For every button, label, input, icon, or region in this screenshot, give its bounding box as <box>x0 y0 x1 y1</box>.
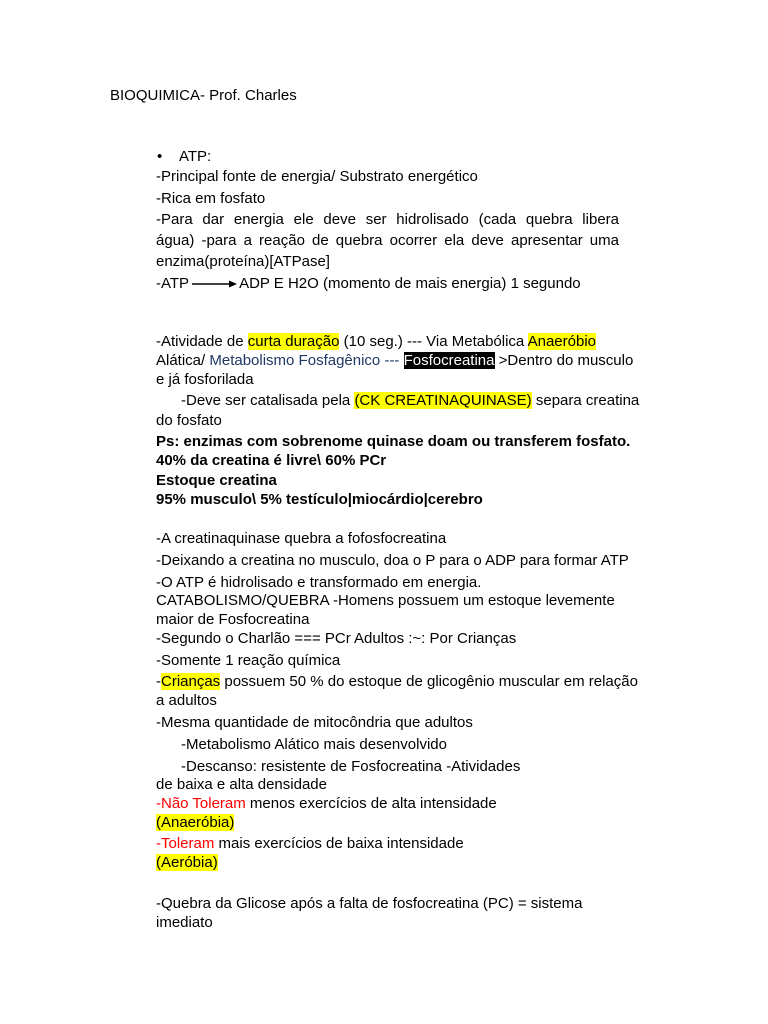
text-line: maior de Fosfocreatina <box>156 611 310 628</box>
reaction-right: ADP E H2O (momento de mais energia) 1 segundo <box>239 275 581 292</box>
text-line: -Para dar energia ele deve ser hidrolisado (cada quebra libera <box>156 211 619 228</box>
atp-heading: ATP: <box>179 148 212 165</box>
highlight-span: Anaeróbio <box>527 333 596 350</box>
reaction-left: -ATP <box>156 275 190 292</box>
aerobia-line <box>156 854 218 872</box>
highlight-span: (CK CREATINAQUINASE) <box>354 392 532 409</box>
text-line: CATABOLISMO/QUEBRA -Homens possuem um estoque levemente <box>156 592 615 609</box>
colored-span: Metabolismo Fosfagênico --- <box>209 352 404 369</box>
bold-line: 95% musculo\ 5% testículo|miocárdio|cerebro <box>156 491 483 508</box>
kids-line <box>156 673 638 691</box>
text-span: possuem 50 % do estoque de glicogênio muscular em relação <box>220 673 638 690</box>
text-line: -Somente 1 reação química <box>156 652 341 669</box>
bullet-icon: • <box>157 148 163 165</box>
activity-line-4 <box>181 392 639 410</box>
text-line: -Rica em fosfato <box>156 190 266 207</box>
activity-line-3: e já fosforilada <box>156 371 254 388</box>
highlight-span: curta duração <box>247 333 340 350</box>
text-span: separa creatina <box>531 392 640 409</box>
text-line: -Quebra da Glicose após a falta de fosfocreatina (PC) = sistema <box>156 895 583 912</box>
activity-line-2 <box>156 352 633 370</box>
text-line: a adultos <box>156 692 217 709</box>
text-line: enzima(proteína)[ATPase] <box>156 253 330 270</box>
text-line: -Principal fonte de energia/ Substrato energético <box>156 168 478 185</box>
text-line: -A creatinaquinase quebra a fofosfocreatina <box>156 530 447 547</box>
atp-reaction-line <box>156 275 581 293</box>
toleram-line <box>156 835 464 853</box>
text-line: -Descanso: resistente de Fosfocreatina -Atividades <box>181 758 521 775</box>
text-span: - <box>156 673 161 690</box>
text-line: -Segundo o Charlão === PCr Adultos :~: Por Crianças <box>156 630 517 647</box>
text-line: imediato <box>156 914 213 931</box>
activity-line-5: do fosfato <box>156 412 222 429</box>
text-line: -Deixando a creatina no musculo, doa o P para o ADP para formar ATP <box>156 552 629 569</box>
text-span: -Deve ser catalisada pela <box>181 392 355 409</box>
bold-line: 40% da creatina é livre\ 60% PCr <box>156 452 387 469</box>
text-span: menos exercícios de alta intensidade <box>245 795 497 812</box>
highlight-span: (Anaeróbia) <box>156 814 235 831</box>
document-title: BIOQUIMICA- Prof. Charles <box>110 87 297 104</box>
text-span: -Atividade de <box>156 333 248 350</box>
text-line: -Metabolismo Alático mais desenvolvido <box>181 736 447 753</box>
text-line: -Mesma quantidade de mitocôndria que adultos <box>156 714 473 731</box>
highlight-span: Crianças <box>161 673 221 690</box>
red-text-span: -Não Toleram <box>156 795 246 812</box>
text-span: Alática/ <box>156 352 210 369</box>
anaerobia-line <box>156 814 234 832</box>
text-line: de baixa e alta densidade <box>156 776 327 793</box>
bold-line: Estoque creatina <box>156 472 277 489</box>
text-line: água) -para a reação de quebra ocorrer ela deve apresentar uma <box>156 232 619 249</box>
highlight-span: (Aeróbia) <box>156 854 218 871</box>
text-line: -O ATP é hidrolisado e transformado em energia. <box>156 574 482 591</box>
text-span: (10 seg.) --- Via Metabólica <box>339 333 528 350</box>
black-highlight-span: Fosfocreatina <box>403 352 495 369</box>
text-span: mais exercícios de baixa intensidade <box>214 835 464 852</box>
text-span: >Dentro do musculo <box>494 352 634 369</box>
arrow-right-icon <box>191 279 237 289</box>
bold-line: Ps: enzimas com sobrenome quinase doam ou transferem fosfato. <box>156 433 631 450</box>
activity-line-1 <box>156 333 596 351</box>
red-text-span: -Toleram <box>156 835 215 852</box>
nao-toleram-line <box>156 795 497 813</box>
